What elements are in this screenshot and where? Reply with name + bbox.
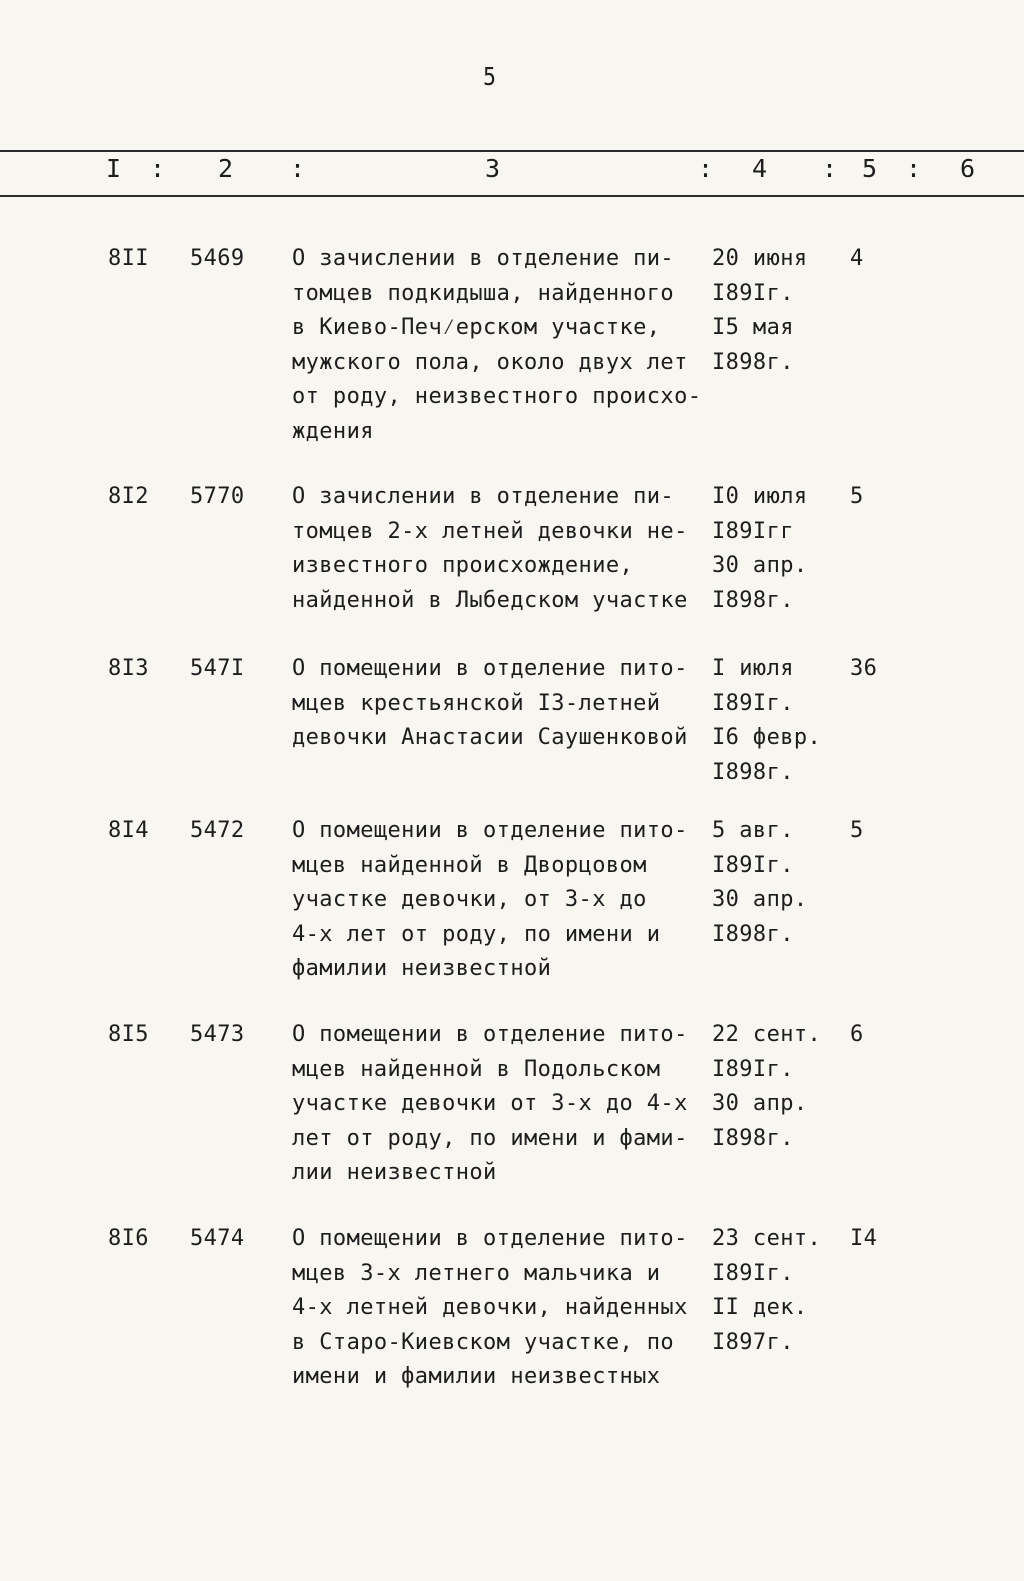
title-line: О зачислении в отделение пи- (292, 484, 675, 509)
column-separator: : (906, 154, 922, 183)
date-line: I89Iг. (712, 852, 794, 878)
column-header-2: 2 (218, 154, 234, 183)
title-line: О помещении в отделение пито- (292, 656, 688, 681)
title-line: мцев найденной в Дворцовом (292, 852, 647, 878)
date-line: I897г. (712, 1329, 794, 1355)
sheet-count: 6 (850, 1022, 864, 1047)
sheet-count: I4 (850, 1226, 878, 1251)
page-number: 5 (483, 62, 496, 91)
column-separator: : (290, 154, 306, 183)
record-title (292, 1222, 722, 1395)
sheet-count: 5 (850, 484, 864, 509)
record-number: 8I5 (108, 1022, 149, 1047)
title-line: лии неизвестной (292, 1160, 497, 1185)
date-line: 30 апр. (712, 553, 808, 578)
title-line: мцев найденной в Подольском (292, 1056, 661, 1082)
column-header-4: 4 (752, 154, 768, 183)
date-line: 30 апр. (712, 887, 808, 912)
record-dates (712, 480, 842, 618)
record-title (292, 480, 722, 618)
header-top-rule (0, 150, 1024, 152)
date-line: I6 февр. (712, 725, 822, 750)
date-line: I898г. (712, 921, 794, 947)
title-line: участке девочки от 3-х до 4-х (292, 1091, 688, 1116)
title-line: известного происхождение, (292, 553, 634, 578)
date-line: I898г. (712, 759, 794, 785)
record-title (292, 242, 722, 449)
date-line: 20 июня (712, 246, 808, 271)
title-line: фамилии неизвестной (292, 956, 552, 981)
title-line: участке девочки, от 3-х до (292, 887, 647, 912)
title-line: О помещении в отделение пито- (292, 818, 688, 843)
column-header-6: 6 (960, 154, 976, 183)
column-header-1: I (106, 154, 122, 183)
title-line: О зачислении в отделение пи- (292, 246, 675, 271)
title-line: имени и фамилии неизвестных (292, 1364, 661, 1389)
title-line: в Старо-Киевском участке, по (292, 1329, 675, 1355)
title-line: лет от роду, по имени и фами- (292, 1125, 688, 1151)
record-title (292, 652, 722, 756)
case-number: 5474 (190, 1226, 245, 1251)
date-line: I5 мая (712, 315, 794, 340)
title-line: мцев 3-х летнего мальчика и (292, 1260, 661, 1286)
title-line: томцев подкидыша, найденного (292, 280, 675, 306)
date-line: I0 июля (712, 484, 808, 509)
title-line: девочки Анастасии Саушенковой (292, 725, 688, 750)
date-line: I89Iг. (712, 1056, 794, 1082)
title-line: в Киево-Печ⁄ерском участке, (292, 315, 661, 340)
case-number: 547I (190, 656, 245, 681)
record-title (292, 814, 722, 987)
title-line: томцев 2-х летней девочки не- (292, 518, 688, 544)
sheet-count: 4 (850, 246, 864, 271)
date-line: I89Iгг (712, 518, 794, 544)
title-line: 4-х лет от роду, по имени и (292, 921, 661, 947)
date-line: I июля (712, 656, 794, 681)
date-line: II дек. (712, 1295, 808, 1320)
title-line: О помещении в отделение пито- (292, 1022, 688, 1047)
case-number: 5472 (190, 818, 245, 843)
date-line: I89Iг. (712, 280, 794, 306)
case-number: 5469 (190, 246, 245, 271)
date-line: 23 сент. (712, 1226, 822, 1251)
record-number: 8I6 (108, 1226, 149, 1251)
date-line: I898г. (712, 1125, 794, 1151)
date-line: I89Iг. (712, 1260, 794, 1286)
date-line: I89Iг. (712, 690, 794, 716)
date-line: 30 апр. (712, 1091, 808, 1116)
record-number: 8II (108, 246, 149, 271)
date-line: 5 авг. (712, 818, 794, 843)
record-number: 8I2 (108, 484, 149, 509)
record-title (292, 1018, 722, 1191)
title-line: ждения (292, 418, 374, 444)
case-number: 5770 (190, 484, 245, 509)
date-line: 22 сент. (712, 1022, 822, 1047)
date-line: I898г. (712, 349, 794, 375)
record-dates (712, 242, 842, 380)
date-line: I898г. (712, 587, 794, 613)
column-header-5: 5 (862, 154, 878, 183)
column-separator: : (150, 154, 166, 183)
record-dates (712, 652, 842, 790)
title-line: О помещении в отделение пито- (292, 1226, 688, 1251)
title-line: мужского пола, около двух лет (292, 349, 688, 375)
record-dates (712, 1018, 842, 1156)
sheet-count: 36 (850, 656, 878, 681)
sheet-count: 5 (850, 818, 864, 843)
record-dates (712, 1222, 842, 1360)
record-dates (712, 814, 842, 952)
column-separator: : (698, 154, 714, 183)
title-line: от роду, неизвестного происхо- (292, 384, 702, 409)
record-number: 8I4 (108, 818, 149, 843)
column-header-3: 3 (485, 154, 501, 183)
column-separator: : (822, 154, 838, 183)
header-bottom-rule (0, 195, 1024, 197)
title-line: найденной в Лыбедском участке (292, 587, 688, 613)
title-line: мцев крестьянской I3-летней (292, 690, 661, 716)
case-number: 5473 (190, 1022, 245, 1047)
record-number: 8I3 (108, 656, 149, 681)
title-line: 4-х летней девочки, найденных (292, 1295, 688, 1320)
